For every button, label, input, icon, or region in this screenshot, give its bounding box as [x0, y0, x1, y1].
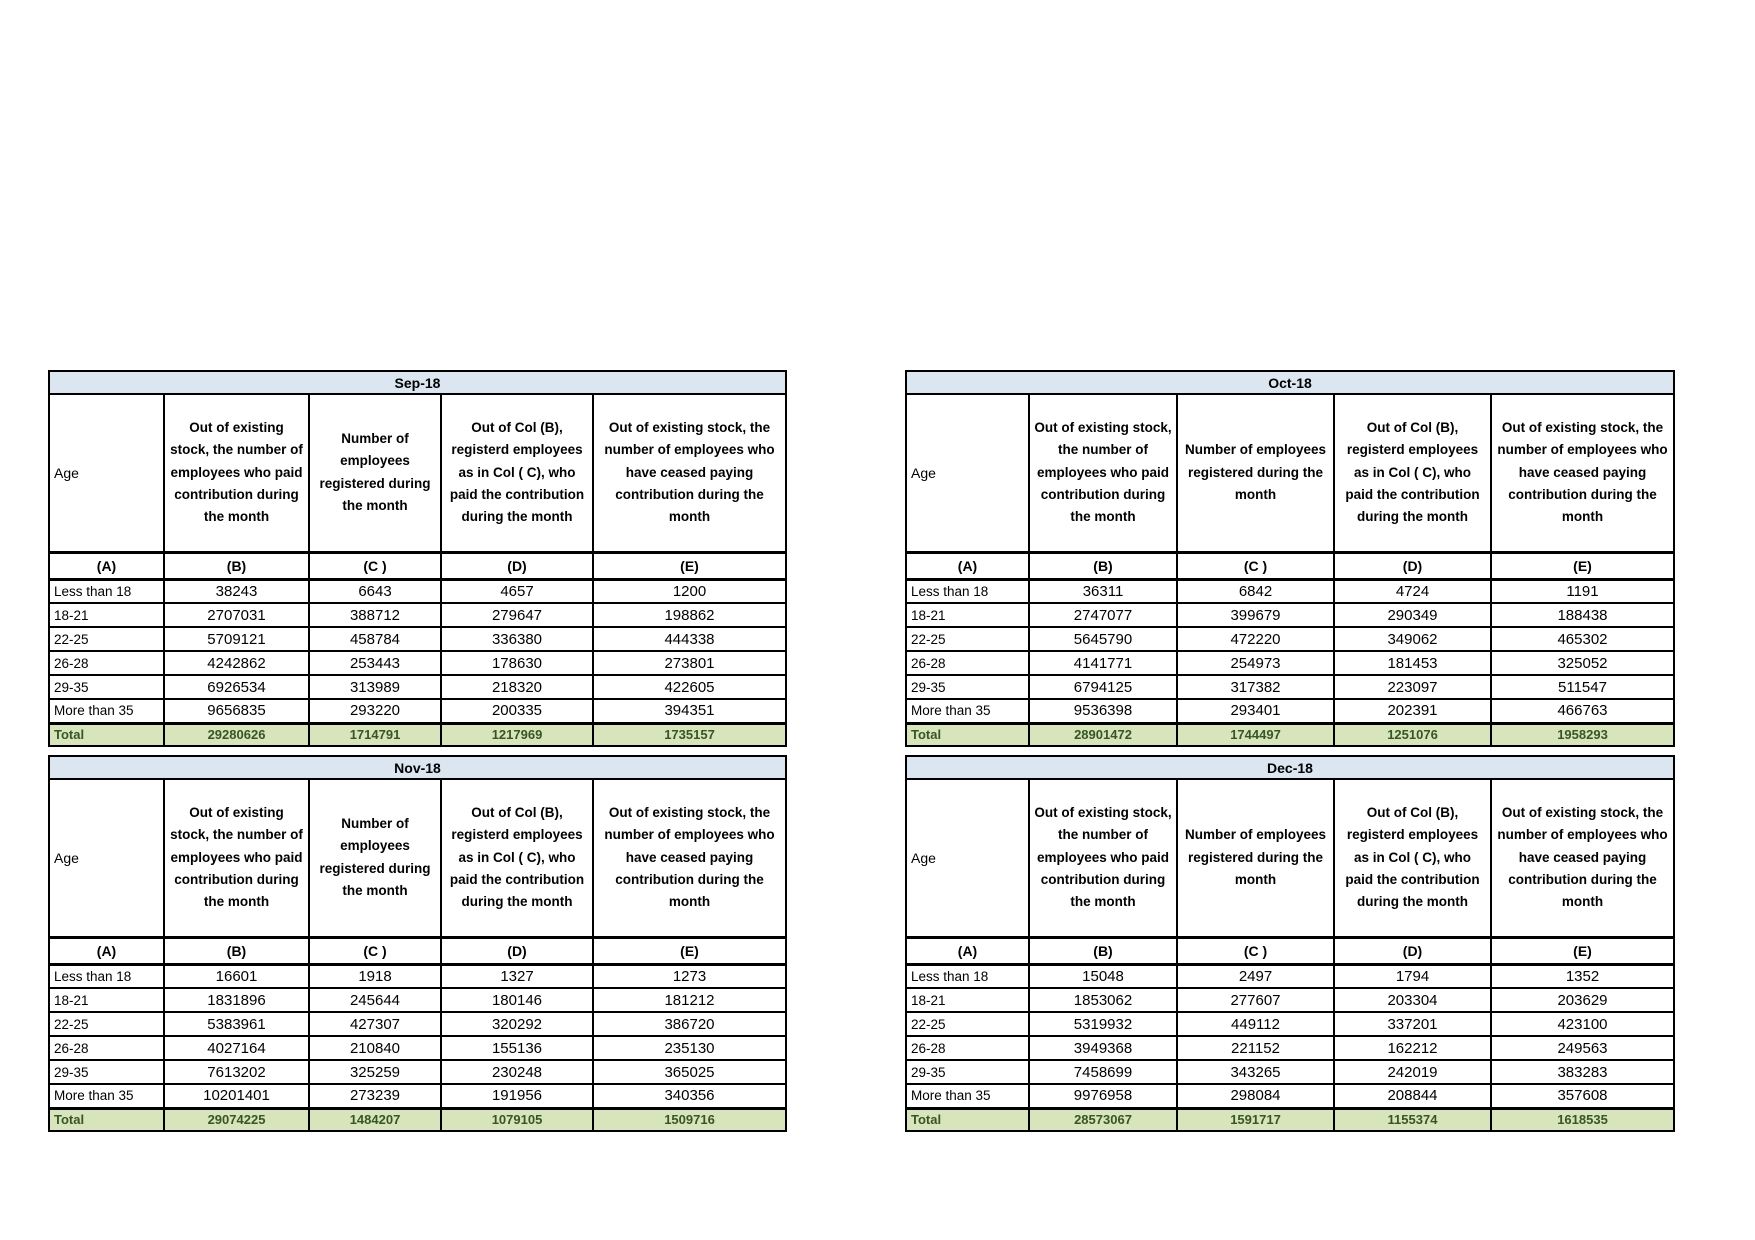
value-cell: 1794 — [1334, 964, 1491, 988]
value-cell: 230248 — [441, 1060, 593, 1084]
column-letter: (B) — [164, 937, 309, 964]
column-c-header: Number of employees registered during the month — [309, 779, 441, 937]
table-row — [906, 627, 1674, 651]
value-cell: 1918 — [309, 964, 441, 988]
value-cell: 181453 — [1334, 651, 1491, 675]
table-row — [906, 651, 1674, 675]
age-label: 29-35 — [906, 675, 1029, 699]
value-cell: 155136 — [441, 1036, 593, 1060]
column-e-header: Out of existing stock, the number of employees who have ceased paying contribution during the month — [593, 394, 786, 552]
age-label: More than 35 — [49, 1084, 164, 1108]
value-cell: 273239 — [309, 1084, 441, 1108]
column-headers-row — [49, 394, 786, 552]
value-cell: 458784 — [309, 627, 441, 651]
value-cell: 254973 — [1177, 651, 1334, 675]
value-cell: 394351 — [593, 699, 786, 723]
value-cell: 245644 — [309, 988, 441, 1012]
age-label: 26-28 — [49, 651, 164, 675]
value-cell: 466763 — [1491, 699, 1674, 723]
column-letter: (B) — [164, 552, 309, 579]
month-title-row — [49, 371, 786, 394]
total-label: Total — [49, 1108, 164, 1131]
age-column-header: Age — [49, 394, 164, 552]
value-cell: 279647 — [441, 603, 593, 627]
value-cell: 10201401 — [164, 1084, 309, 1108]
value-cell: 4724 — [1334, 579, 1491, 603]
age-label: 22-25 — [49, 627, 164, 651]
value-cell: 273801 — [593, 651, 786, 675]
total-value: 1217969 — [441, 723, 593, 746]
value-cell: 203629 — [1491, 988, 1674, 1012]
value-cell: 202391 — [1334, 699, 1491, 723]
value-cell: 4242862 — [164, 651, 309, 675]
column-letter: (B) — [1029, 937, 1177, 964]
total-value: 1714791 — [309, 723, 441, 746]
table-row — [49, 675, 786, 699]
table-row — [49, 1060, 786, 1084]
value-cell: 1200 — [593, 579, 786, 603]
age-column-header: Age — [906, 779, 1029, 937]
column-letters-row — [906, 552, 1674, 579]
value-cell: 383283 — [1491, 1060, 1674, 1084]
value-cell: 6643 — [309, 579, 441, 603]
value-cell: 2707031 — [164, 603, 309, 627]
value-cell: 290349 — [1334, 603, 1491, 627]
column-d-header: Out of Col (B), registerd employees as in Col ( C), who paid the contribution during the month — [441, 394, 593, 552]
table-row — [906, 1036, 1674, 1060]
value-cell: 511547 — [1491, 675, 1674, 699]
table-nov-18 — [48, 755, 787, 1132]
value-cell: 249563 — [1491, 1036, 1674, 1060]
total-row — [49, 723, 786, 746]
table-oct-18 — [905, 370, 1675, 747]
value-cell: 320292 — [441, 1012, 593, 1036]
value-cell: 9536398 — [1029, 699, 1177, 723]
total-value: 1079105 — [441, 1108, 593, 1131]
column-letter: (D) — [441, 552, 593, 579]
column-headers-row — [906, 779, 1674, 937]
table-title: Nov-18 — [49, 756, 786, 779]
total-value: 1155374 — [1334, 1108, 1491, 1131]
value-cell: 1853062 — [1029, 988, 1177, 1012]
value-cell: 386720 — [593, 1012, 786, 1036]
value-cell: 1273 — [593, 964, 786, 988]
table-row — [49, 1036, 786, 1060]
table-row — [906, 1012, 1674, 1036]
column-e-header: Out of existing stock, the number of employees who have ceased paying contribution during the month — [1491, 779, 1674, 937]
total-value: 1744497 — [1177, 723, 1334, 746]
column-c-header: Number of employees registered during the month — [1177, 394, 1334, 552]
value-cell: 210840 — [309, 1036, 441, 1060]
column-d-header: Out of Col (B), registerd employees as in Col ( C), who paid the contribution during the month — [1334, 394, 1491, 552]
table-sep-18 — [48, 370, 787, 747]
age-label: 29-35 — [49, 1060, 164, 1084]
table-row — [49, 651, 786, 675]
total-value: 1484207 — [309, 1108, 441, 1131]
value-cell: 343265 — [1177, 1060, 1334, 1084]
value-cell: 7613202 — [164, 1060, 309, 1084]
total-value: 28573067 — [1029, 1108, 1177, 1131]
value-cell: 444338 — [593, 627, 786, 651]
table-row — [906, 675, 1674, 699]
table-row — [49, 988, 786, 1012]
value-cell: 313989 — [309, 675, 441, 699]
table-row — [906, 699, 1674, 723]
value-cell: 178630 — [441, 651, 593, 675]
column-letter: (C ) — [309, 552, 441, 579]
total-value: 1958293 — [1491, 723, 1674, 746]
column-letter: (E) — [593, 552, 786, 579]
value-cell: 253443 — [309, 651, 441, 675]
age-label: Less than 18 — [49, 964, 164, 988]
value-cell: 449112 — [1177, 1012, 1334, 1036]
column-letter: (E) — [1491, 552, 1674, 579]
age-label: More than 35 — [906, 1084, 1029, 1108]
table-row — [49, 1012, 786, 1036]
value-cell: 198862 — [593, 603, 786, 627]
value-cell: 337201 — [1334, 1012, 1491, 1036]
column-c-header: Number of employees registered during the month — [309, 394, 441, 552]
total-value: 28901472 — [1029, 723, 1177, 746]
value-cell: 422605 — [593, 675, 786, 699]
value-cell: 349062 — [1334, 627, 1491, 651]
value-cell: 388712 — [309, 603, 441, 627]
column-b-header: Out of existing stock, the number of employees who paid contribution during the month — [164, 779, 309, 937]
total-value: 1509716 — [593, 1108, 786, 1131]
column-letter: (C ) — [309, 937, 441, 964]
column-b-header: Out of existing stock, the number of employees who paid contribution during the month — [1029, 779, 1177, 937]
column-letter: (B) — [1029, 552, 1177, 579]
value-cell: 223097 — [1334, 675, 1491, 699]
column-e-header: Out of existing stock, the number of employees who have ceased paying contribution during the month — [1491, 394, 1674, 552]
value-cell: 181212 — [593, 988, 786, 1012]
value-cell: 298084 — [1177, 1084, 1334, 1108]
column-b-header: Out of existing stock, the number of employees who paid contribution during the month — [1029, 394, 1177, 552]
column-c-header: Number of employees registered during the month — [1177, 779, 1334, 937]
value-cell: 16601 — [164, 964, 309, 988]
value-cell: 221152 — [1177, 1036, 1334, 1060]
total-row — [906, 723, 1674, 746]
month-title-row — [906, 756, 1674, 779]
age-label: 18-21 — [49, 603, 164, 627]
total-row — [906, 1108, 1674, 1131]
total-value: 1591717 — [1177, 1108, 1334, 1131]
age-label: 22-25 — [906, 1012, 1029, 1036]
value-cell: 162212 — [1334, 1036, 1491, 1060]
column-letter: (D) — [1334, 937, 1491, 964]
age-column-header: Age — [49, 779, 164, 937]
value-cell: 36311 — [1029, 579, 1177, 603]
age-label: 26-28 — [906, 651, 1029, 675]
value-cell: 5709121 — [164, 627, 309, 651]
column-letter: (D) — [1334, 552, 1491, 579]
value-cell: 5383961 — [164, 1012, 309, 1036]
value-cell: 2497 — [1177, 964, 1334, 988]
value-cell: 4027164 — [164, 1036, 309, 1060]
column-b-header: Out of existing stock, the number of employees who paid contribution during the month — [164, 394, 309, 552]
table-row — [49, 964, 786, 988]
value-cell: 340356 — [593, 1084, 786, 1108]
age-label: More than 35 — [49, 699, 164, 723]
value-cell: 465302 — [1491, 627, 1674, 651]
value-cell: 5645790 — [1029, 627, 1177, 651]
month-title-row — [49, 756, 786, 779]
table-dec-18 — [905, 755, 1675, 1132]
age-label: Less than 18 — [906, 579, 1029, 603]
column-letter: (A) — [906, 552, 1029, 579]
age-label: 18-21 — [49, 988, 164, 1012]
value-cell: 2747077 — [1029, 603, 1177, 627]
value-cell: 7458699 — [1029, 1060, 1177, 1084]
total-value: 1735157 — [593, 723, 786, 746]
table-row — [49, 1084, 786, 1108]
value-cell: 3949368 — [1029, 1036, 1177, 1060]
table-row — [49, 699, 786, 723]
table-row — [906, 1084, 1674, 1108]
value-cell: 242019 — [1334, 1060, 1491, 1084]
column-letter: (C ) — [1177, 552, 1334, 579]
age-label: 18-21 — [906, 603, 1029, 627]
value-cell: 9656835 — [164, 699, 309, 723]
total-value: 29074225 — [164, 1108, 309, 1131]
value-cell: 325052 — [1491, 651, 1674, 675]
table-row — [49, 627, 786, 651]
value-cell: 4141771 — [1029, 651, 1177, 675]
value-cell: 6842 — [1177, 579, 1334, 603]
column-e-header: Out of existing stock, the number of employees who have ceased paying contribution during the month — [593, 779, 786, 937]
age-label: 22-25 — [49, 1012, 164, 1036]
value-cell: 203304 — [1334, 988, 1491, 1012]
table-row — [49, 603, 786, 627]
table-title: Sep-18 — [49, 371, 786, 394]
column-letter: (A) — [906, 937, 1029, 964]
table-row — [906, 579, 1674, 603]
value-cell: 4657 — [441, 579, 593, 603]
total-label: Total — [49, 723, 164, 746]
age-label: More than 35 — [906, 699, 1029, 723]
value-cell: 427307 — [309, 1012, 441, 1036]
column-headers-row — [906, 394, 1674, 552]
age-label: 26-28 — [906, 1036, 1029, 1060]
value-cell: 293401 — [1177, 699, 1334, 723]
age-label: 22-25 — [906, 627, 1029, 651]
value-cell: 293220 — [309, 699, 441, 723]
age-label: 29-35 — [906, 1060, 1029, 1084]
total-value: 29280626 — [164, 723, 309, 746]
value-cell: 1831896 — [164, 988, 309, 1012]
table-row — [49, 579, 786, 603]
value-cell: 1327 — [441, 964, 593, 988]
value-cell: 6794125 — [1029, 675, 1177, 699]
value-cell: 1352 — [1491, 964, 1674, 988]
column-letters-row — [906, 937, 1674, 964]
value-cell: 9976958 — [1029, 1084, 1177, 1108]
age-label: 29-35 — [49, 675, 164, 699]
value-cell: 218320 — [441, 675, 593, 699]
value-cell: 472220 — [1177, 627, 1334, 651]
value-cell: 365025 — [593, 1060, 786, 1084]
column-letter: (A) — [49, 937, 164, 964]
total-value: 1251076 — [1334, 723, 1491, 746]
value-cell: 336380 — [441, 627, 593, 651]
total-row — [49, 1108, 786, 1131]
value-cell: 180146 — [441, 988, 593, 1012]
age-label: 18-21 — [906, 988, 1029, 1012]
column-letter: (E) — [593, 937, 786, 964]
column-letters-row — [49, 937, 786, 964]
table-title: Oct-18 — [906, 371, 1674, 394]
table-row — [906, 603, 1674, 627]
value-cell: 325259 — [309, 1060, 441, 1084]
table-row — [906, 1060, 1674, 1084]
value-cell: 6926534 — [164, 675, 309, 699]
value-cell: 277607 — [1177, 988, 1334, 1012]
column-d-header: Out of Col (B), registerd employees as in Col ( C), who paid the contribution during the month — [1334, 779, 1491, 937]
value-cell: 191956 — [441, 1084, 593, 1108]
table-row — [906, 988, 1674, 1012]
value-cell: 38243 — [164, 579, 309, 603]
column-letter: (A) — [49, 552, 164, 579]
value-cell: 235130 — [593, 1036, 786, 1060]
column-letter: (D) — [441, 937, 593, 964]
month-title-row — [906, 371, 1674, 394]
column-letter: (E) — [1491, 937, 1674, 964]
total-label: Total — [906, 723, 1029, 746]
table-row — [906, 964, 1674, 988]
age-label: Less than 18 — [49, 579, 164, 603]
column-letters-row — [49, 552, 786, 579]
value-cell: 15048 — [1029, 964, 1177, 988]
value-cell: 5319932 — [1029, 1012, 1177, 1036]
column-letter: (C ) — [1177, 937, 1334, 964]
value-cell: 208844 — [1334, 1084, 1491, 1108]
age-label: Less than 18 — [906, 964, 1029, 988]
value-cell: 423100 — [1491, 1012, 1674, 1036]
column-d-header: Out of Col (B), registerd employees as in Col ( C), who paid the contribution during the month — [441, 779, 593, 937]
value-cell: 357608 — [1491, 1084, 1674, 1108]
age-column-header: Age — [906, 394, 1029, 552]
value-cell: 188438 — [1491, 603, 1674, 627]
value-cell: 1191 — [1491, 579, 1674, 603]
value-cell: 317382 — [1177, 675, 1334, 699]
column-headers-row — [49, 779, 786, 937]
value-cell: 399679 — [1177, 603, 1334, 627]
total-label: Total — [906, 1108, 1029, 1131]
total-value: 1618535 — [1491, 1108, 1674, 1131]
age-label: 26-28 — [49, 1036, 164, 1060]
table-title: Dec-18 — [906, 756, 1674, 779]
value-cell: 200335 — [441, 699, 593, 723]
